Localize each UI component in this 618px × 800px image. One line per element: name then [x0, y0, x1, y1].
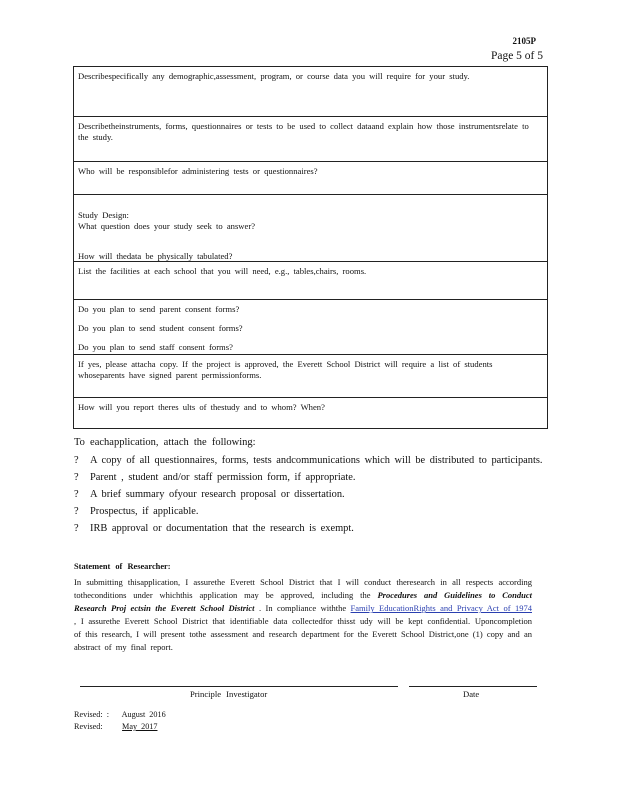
statement-text: In submitting thisapplication, I assurethe Everett School District that I will conduct theresearch in all respects according totheconditions under whichthis application may be approved, including the — [74, 577, 532, 601]
bullet-glyph: ? — [74, 455, 79, 466]
row-text: List the facilities at each school that you will need, e.g., tables,chairs, rooms. — [78, 266, 367, 276]
revision-line — [74, 710, 166, 719]
row-text: Describetheinstruments, forms, questionnaires or tests to be used to collect dataand explain how those instrumentsrelate to the study. — [78, 121, 529, 142]
list-item — [74, 488, 544, 501]
revision-line — [74, 722, 186, 731]
list-item-text: A brief summary ofyour research proposal or dissertation. — [90, 489, 345, 500]
list-item — [74, 522, 544, 535]
bullet-glyph: ? — [74, 472, 79, 483]
list-item-text: Prospectus, if applicable. — [90, 506, 199, 517]
row-text: Do you plan to send parent consent forms? — [78, 304, 240, 314]
list-item-text: IRB approval or documentation that the research is exempt. — [90, 523, 354, 534]
table-row-consent-forms — [74, 300, 547, 355]
statement-text: , I assurethe Everett School District that identifiable data collectedfor thisst udy will be kept confidential. Uponcompletion of this research, I will present tothe assessment and research department for the Everett School District,one (1) copy and an abstract of my final report. — [74, 616, 532, 653]
list-item-text: Parent , student and/or staff permission form, if appropriate. — [90, 472, 356, 483]
revision-label: Revised: : — [74, 710, 109, 719]
row-text: Do you plan to send student consent forms? — [78, 323, 243, 333]
form-code: 2105P — [512, 36, 536, 46]
row-text: Do you plan to send staff consent forms? — [78, 342, 233, 352]
procedures-reference: Procedures and Guidelines to Conduct Research Proj ectsin the Everett School District — [74, 590, 533, 614]
list-item — [74, 454, 544, 467]
investigator-label: Principle Investigator — [190, 689, 268, 699]
date-signature-line — [409, 686, 537, 687]
table-row-responsible — [74, 162, 547, 195]
table-row-study-design — [74, 195, 547, 262]
revision-label: Revised: — [74, 722, 103, 731]
table-row-report — [74, 398, 547, 429]
row-text: Describespecifically any demographic,assessment, program, or course data you will require for your study. — [78, 71, 470, 81]
revision-date: May 2017 — [122, 722, 158, 731]
list-item — [74, 505, 544, 518]
row-text: How will thedata be physically tabulated? — [78, 251, 233, 261]
table-row-facilities — [74, 262, 547, 300]
row-text: Who will be responsiblefor administering tests or questionnaires? — [78, 166, 318, 176]
date-label: Date — [463, 689, 480, 699]
application-form-table — [73, 66, 548, 429]
page-number: Page 5 of 5 — [490, 50, 543, 62]
row-text: Study Design: What question does your study seek to answer? — [78, 210, 256, 231]
ferpa-link[interactable]: Family EducationRights and Privacy Act of 1974 — [350, 603, 532, 614]
row-text: How will you report theres ults of thestudy and to whom? When? — [78, 402, 325, 412]
statement-text: . In compliance withthe — [254, 603, 351, 614]
table-row-demographic-data — [74, 67, 547, 117]
list-item — [74, 471, 544, 484]
attach-list — [74, 454, 544, 539]
attach-intro: To eachapplication, attach the following: — [74, 437, 256, 448]
investigator-signature-line — [80, 686, 398, 687]
list-item-text: A copy of all questionnaires, forms, tests andcommunications which will be distributed to participants. — [90, 455, 543, 466]
row-text: If yes, please attacha copy. If the project is approved, the Everett School District will require a list of students whoseparents have signed parent permissionforms. — [78, 359, 493, 380]
bullet-glyph: ? — [74, 506, 79, 517]
table-row-instruments — [74, 117, 547, 162]
bullet-glyph: ? — [74, 523, 79, 534]
table-row-attach-copy — [74, 355, 547, 398]
statement-body — [74, 576, 532, 655]
statement-title: Statement of Researcher: — [74, 562, 171, 571]
bullet-glyph: ? — [74, 489, 79, 500]
revision-date: August 2016 — [121, 710, 166, 719]
